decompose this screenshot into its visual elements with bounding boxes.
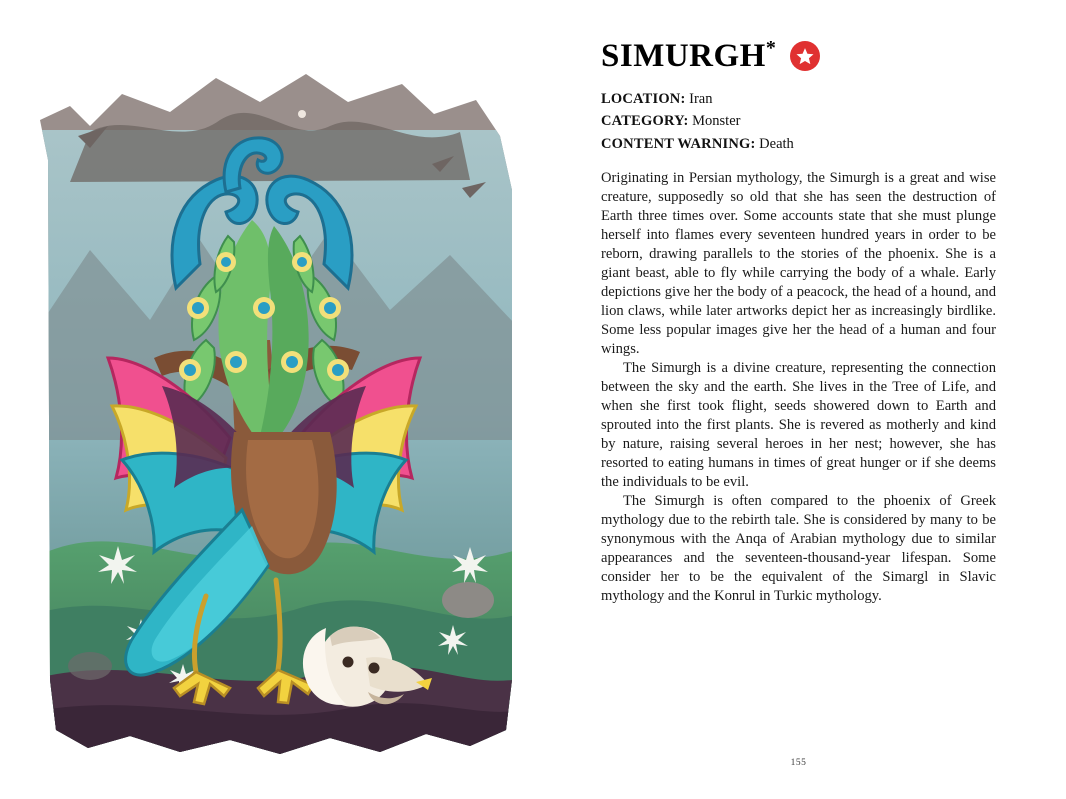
entry-header	[601, 38, 996, 73]
entry-title-marker: *	[765, 37, 777, 59]
body-paragraph: The Simurgh is a divine creature, representing the connection between the sky and the earth. She lives in the Tree of Life, and when she first took flight, seeds showered down to Earth and sprouted into the first plants. She is revered as motherly and kind by nature, raising several heroes in her nest; however, she has resorted to eating humans in times of great hunger or if she deems the individuals to be evil.	[601, 360, 996, 490]
meta-content-warning-label: CONTENT WARNING:	[601, 135, 756, 152]
meta-category	[601, 111, 996, 132]
entry-metadata	[601, 89, 996, 155]
body-paragraph: The Simurgh is often compared to the phoenix of Greek mythology due to the rebirth tale. She is considered by many to be synonymous with the Anqa of Arabian mythology due to similar appearances and the seventeen-thousand-year lifespan. Some consider her to be the equivalent of the Simargl in Slavic mythology and the Konrul in Turkic mythology.	[601, 492, 996, 604]
entry-column	[601, 38, 996, 606]
meta-location-label: LOCATION:	[601, 91, 686, 107]
simurgh-illustration	[30, 40, 530, 760]
page-number: 155	[790, 758, 807, 768]
page-title	[601, 38, 776, 73]
meta-content-warning	[601, 134, 996, 155]
body-paragraph: Originating in Persian mythology, the Simurgh is a great and wise creature, supposedly so old that she has seen the destruction of Earth three times over. Some accounts state that she must plunge herself into flames every seventeen hundred years in order to be reborn, drawing parallels to the stories of the phoenix. She is a giant beast, able to fly while carrying the body of a whale. Early depictions give her the body of a peacock, the head of a hound, and lion claws, while later artworks depict her as increasingly birdlike. Some less popular images give her the head of a human and four wings.	[601, 170, 996, 358]
meta-category-value: Monster	[692, 113, 741, 130]
entry-title-text: SIMURGH	[601, 38, 766, 74]
meta-location	[601, 89, 996, 110]
illustration-panel	[30, 40, 530, 760]
meta-location-value: Iran	[689, 91, 713, 107]
meta-content-warning-value: Death	[759, 135, 794, 152]
meta-category-label: CATEGORY:	[601, 113, 689, 130]
star-badge-icon	[790, 41, 820, 71]
entry-body	[601, 169, 996, 605]
